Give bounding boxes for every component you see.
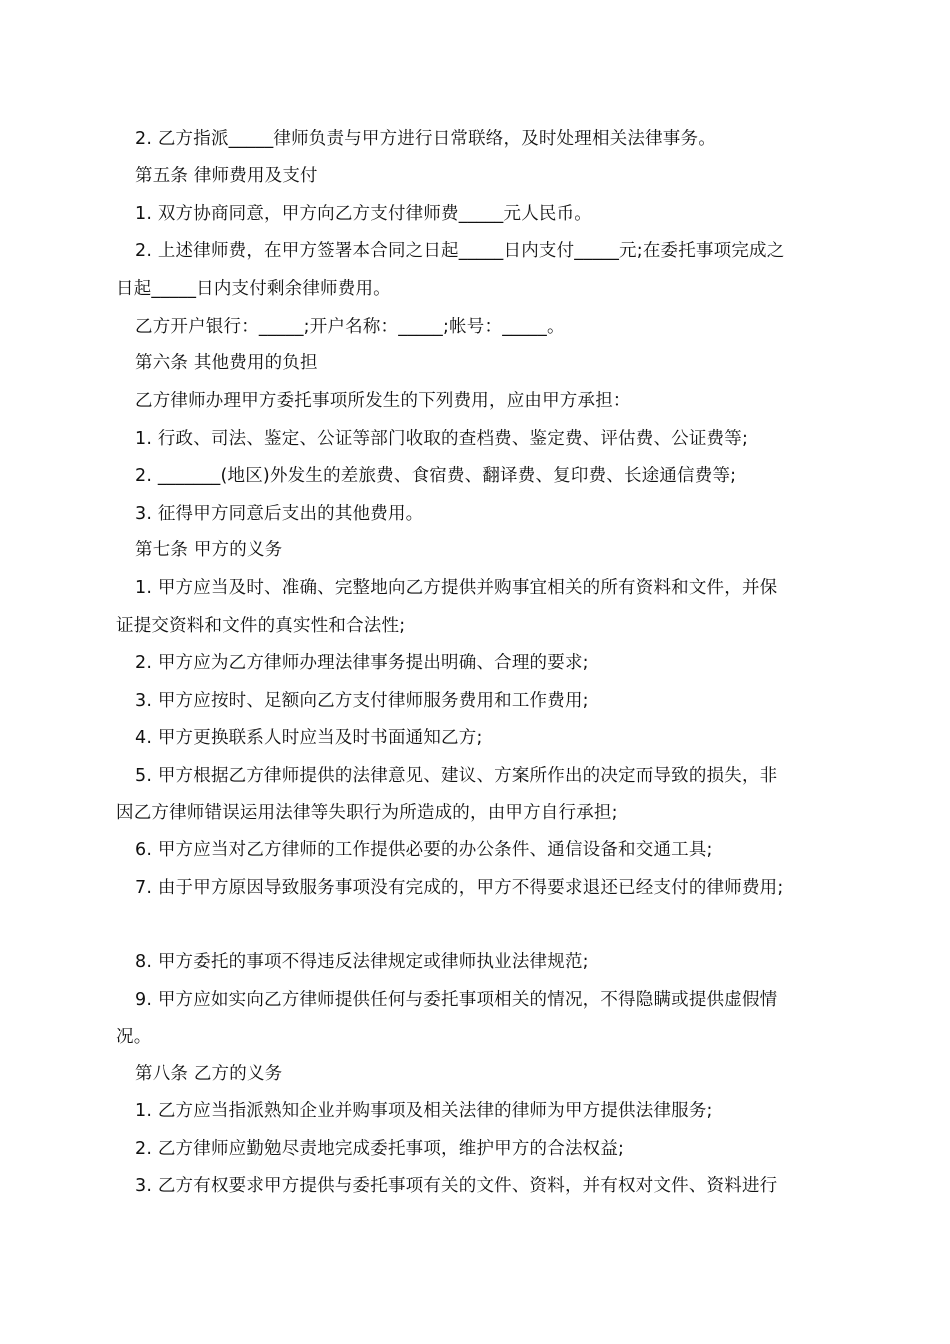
text-line: 3. 乙方有权要求甲方提供与委托事项有关的文件、资料，并有权对文件、资料进行 (135, 1176, 778, 1196)
section-heading: 第五条 律师费用及支付 (135, 166, 318, 186)
section-heading: 第八条 乙方的义务 (135, 1064, 283, 1084)
text-line: 乙方开户银行：_____;开户名称：_____;帐号：_____。 (135, 317, 565, 337)
text-line: 5. 甲方根据乙方律师提供的法律意见、建议、方案所作出的决定而导致的损失，非 (135, 766, 778, 786)
text-line: 1. 甲方应当及时、准确、完整地向乙方提供并购事宜相关的所有资料和文件，并保 (135, 578, 778, 598)
text-line: 6. 甲方应当对乙方律师的工作提供必要的办公条件、通信设备和交通工具; (135, 840, 713, 860)
text-line: 2. _______(地区)外发生的差旅费、食宿费、翻译费、复印费、长途通信费等; (135, 466, 737, 486)
text-line: 7. 由于甲方原因导致服务事项没有完成的，甲方不得要求退还已经支付的律师费用; (135, 878, 784, 898)
text-line: 8. 甲方委托的事项不得违反法律规定或律师执业法律规范; (135, 952, 589, 972)
text-line: 2. 乙方律师应勤勉尽责地完成委托事项，维护甲方的合法权益; (135, 1139, 625, 1159)
text-line: 乙方律师办理甲方委托事项所发生的下列费用，应由甲方承担： (135, 391, 631, 411)
text-line: 3. 征得甲方同意后支出的其他费用。 (135, 504, 424, 524)
section-heading: 第六条 其他费用的负担 (135, 353, 318, 373)
text-line: 况。 (116, 1027, 152, 1047)
text-line: 日起_____日内支付剩余律师费用。 (116, 279, 391, 299)
text-line: 9. 甲方应如实向乙方律师提供任何与委托事项相关的情况，不得隐瞒或提供虚假情 (135, 990, 778, 1010)
text-line: 4. 甲方更换联系人时应当及时书面通知乙方; (135, 728, 483, 748)
text-line: 2. 甲方应为乙方律师办理法律事务提出明确、合理的要求; (135, 653, 589, 673)
text-line: 1. 行政、司法、鉴定、公证等部门收取的查档费、鉴定费、评估费、公证费等; (135, 429, 749, 449)
section-heading: 第七条 甲方的义务 (135, 540, 283, 560)
text-line: 1. 乙方应当指派熟知企业并购事项及相关法律的律师为甲方提供法律服务; (135, 1101, 713, 1121)
text-line: 2. 上述律师费，在甲方签署本合同之日起_____日内支付_____元;在委托事项完成之 (135, 241, 785, 261)
text-line: 因乙方律师错误运用法律等失职行为所造成的，由甲方自行承担; (116, 803, 618, 823)
text-line: 证提交资料和文件的真实性和合法性; (116, 616, 406, 636)
text-line: 3. 甲方应按时、足额向乙方支付律师服务费用和工作费用; (135, 691, 589, 711)
text-line: 1. 双方协商同意，甲方向乙方支付律师费_____元人民币。 (135, 204, 593, 224)
text-line: 2. 乙方指派_____律师负责与甲方进行日常联络，及时处理相关法律事务。 (135, 129, 716, 149)
